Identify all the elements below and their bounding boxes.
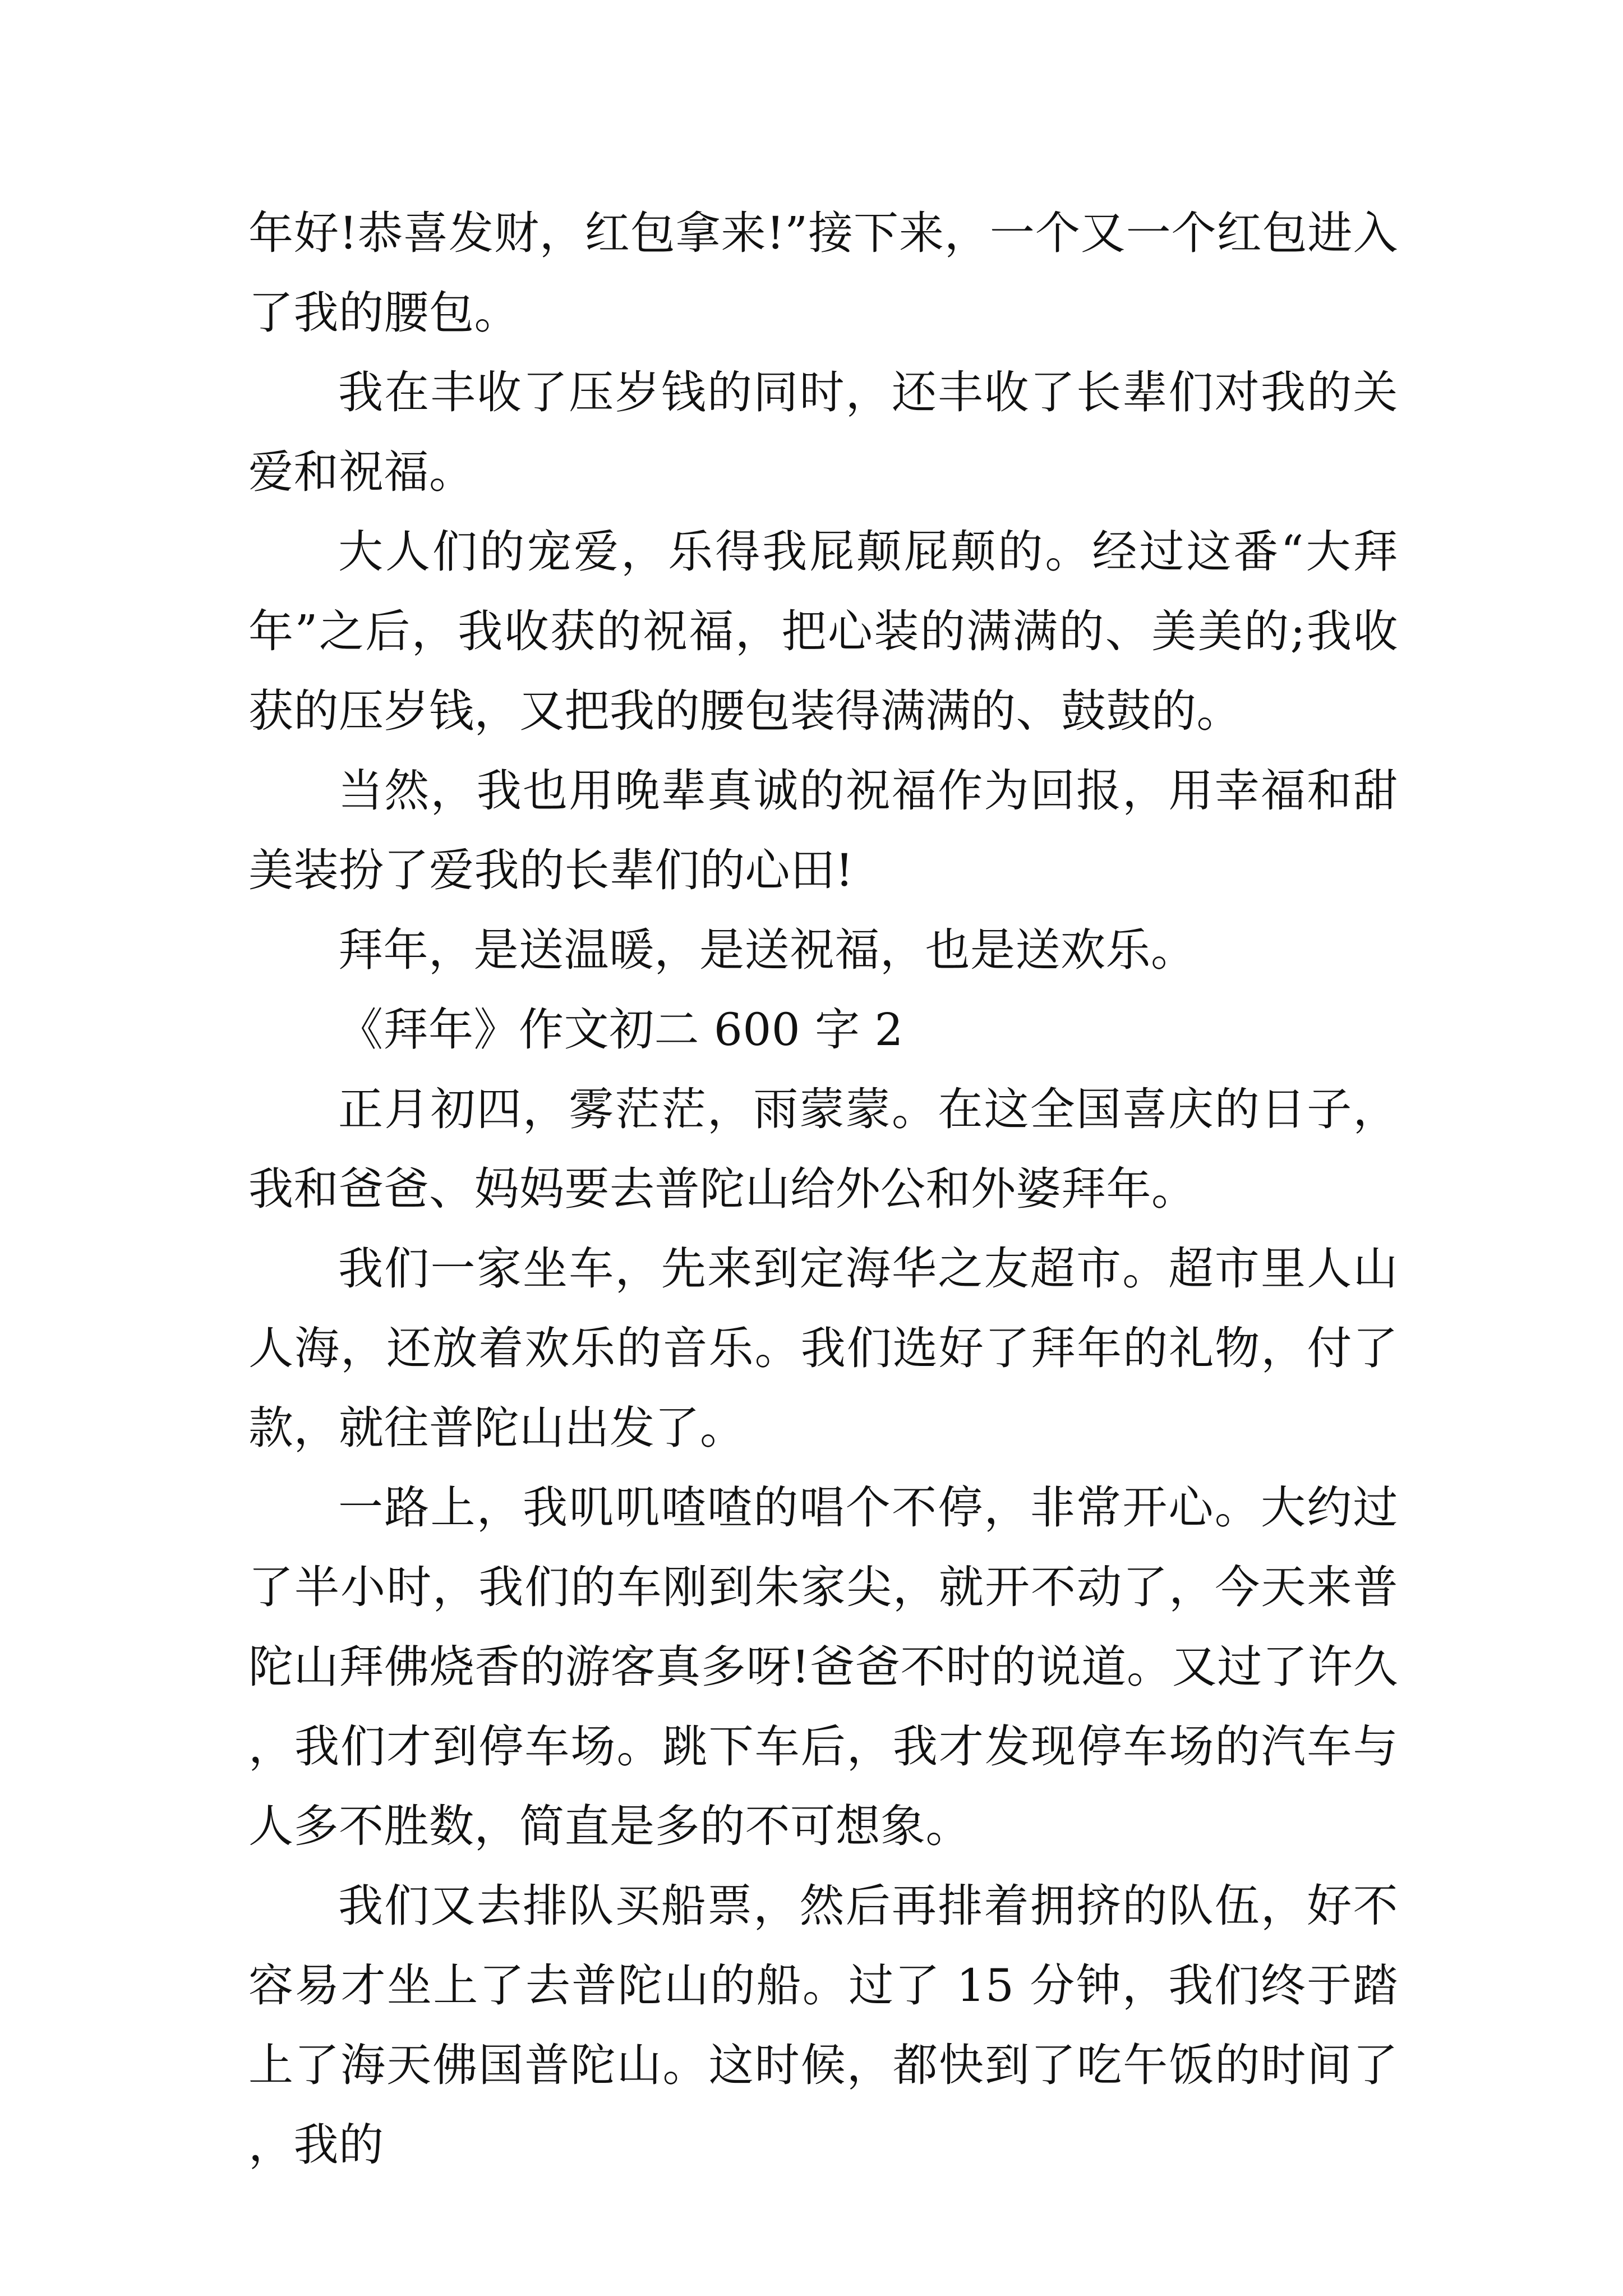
paragraph-1: 年好!恭喜发财，红包拿来!”接下来，一个又一个红包进入了我的腰包。 [248,207,1398,339]
paragraph-8: 我们一家坐车，先来到定海华之友超市。超市里人山人海，还放着欢乐的音乐。我们选好了拜年的礼物，付了款，就往普陀山出发了。 [248,1243,1398,1454]
paragraph-2: 我在丰收了压岁钱的同时，还丰收了长辈们对我的关爱和祝福。 [248,366,1398,498]
paragraph-10: 我们又去排队买船票，然后再排着拥挤的队伍，好不容易才坐上了去普陀山的船。过了 15 分钟，我们终于踏上了海天佛国普陀山。这时候，都快到了吃午饭的时间了，我的 [248,1880,1398,2171]
paragraph-4: 当然，我也用晚辈真诚的祝福作为回报，用幸福和甜美装扮了爱我的长辈们的心田! [248,765,1398,896]
document-body [248,194,1398,2185]
paragraph-5: 拜年，是送温暖，是送祝福，也是送欢乐。 [338,924,1196,976]
paragraph-9: 一路上，我叽叽喳喳的唱个不停，非常开心。大约过了半小时，我们的车刚到朱家尖，就开不动了，今天来普陀山拜佛烧香的游客真多呀!爸爸不时的说道。又过了许久，我们才到停车场。跳下车后，我才发现停车场的汽车与人多不胜数，简直是多的不可想象。 [248,1481,1398,1852]
paragraph-3: 大人们的宠爱，乐得我屁颠屁颠的。经过这番“大拜年”之后，我收获的祝福，把心装的满满的、美美的;我收获的压岁钱，又把我的腰包装得满满的、鼓鼓的。 [248,526,1398,737]
paragraph-7: 正月初四，雾茫茫，雨蒙蒙。在这全国喜庆的日子，我和爸爸、妈妈要去普陀山给外公和外婆拜年。 [248,1083,1398,1215]
section-title: 《拜年》作文初二 600 字 2 [338,1004,903,1056]
